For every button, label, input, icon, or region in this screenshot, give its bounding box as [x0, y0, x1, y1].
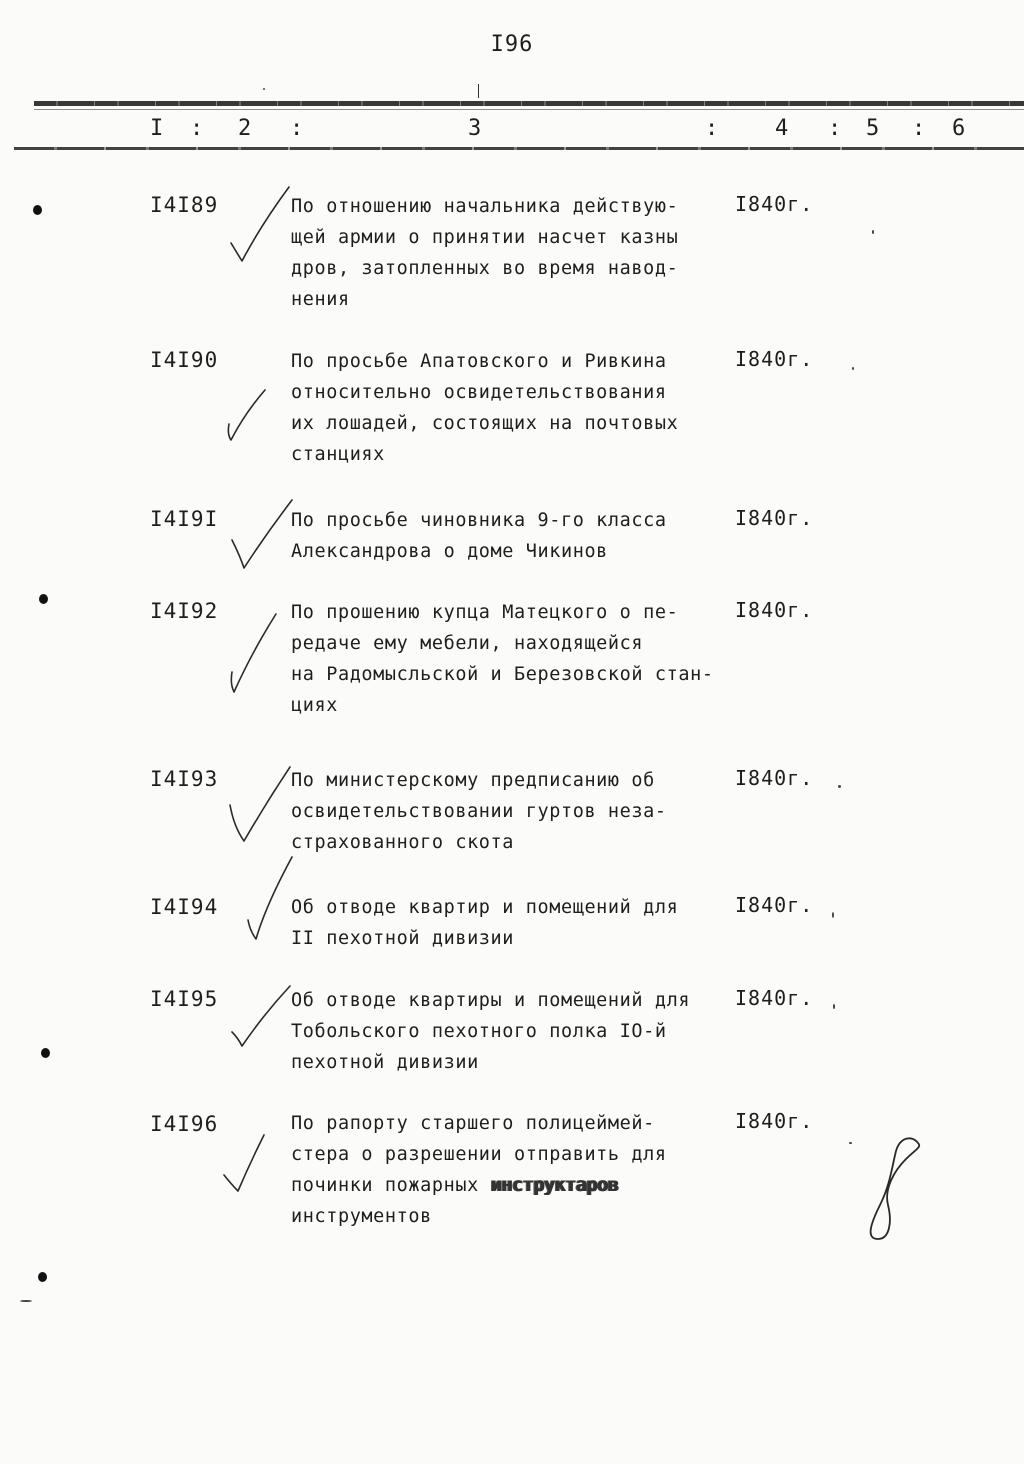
column-separator: : [828, 116, 842, 141]
entry-line: редаче ему мебели, находящейся [291, 633, 644, 654]
entry-line-text: починки пожарных [291, 1175, 479, 1196]
entry-description [291, 1108, 761, 1232]
entry-line: их лошадей, состоящих на почтовых [291, 413, 679, 434]
entry-line: страхованного скота [291, 832, 515, 853]
entry-line: По рапорту старшего полицеймей- [291, 1113, 655, 1134]
column-header-4: 4 [775, 116, 789, 141]
entry-description [291, 505, 761, 567]
column-separator: : [912, 116, 926, 141]
entry-line: инструментов [291, 1206, 432, 1227]
entry-line: По просьбе чиновника 9-го класса [291, 510, 667, 531]
entry-number: I4I95 [150, 987, 219, 1011]
punch-hole [33, 205, 42, 215]
entry-line: Об отводе квартир и помещений для [291, 897, 679, 918]
check-mark-icon [226, 612, 286, 702]
entry-number: I4I96 [150, 1112, 219, 1136]
speck [872, 230, 874, 234]
punch-hole [41, 1048, 50, 1058]
punch-hole [39, 594, 48, 604]
check-mark-icon [228, 498, 298, 578]
check-mark-icon [228, 984, 298, 1054]
entry-line: Об отводе квартиры и помещений для [291, 990, 691, 1011]
entry-number: I4I89 [150, 193, 219, 217]
page-number: I96 [490, 32, 534, 57]
entry-description [291, 985, 761, 1078]
column-separator: : [705, 116, 719, 141]
entry-line: пехотной дивизии [291, 1052, 479, 1073]
entry-description [291, 346, 761, 470]
entry-line: Тобольского пехотного полка IO-й [291, 1021, 667, 1042]
check-mark-icon [226, 765, 296, 855]
entry-line: щей армии о принятии насчет казны [291, 227, 679, 248]
entry-line: Александрова о доме Чикинов [291, 541, 608, 562]
speck [20, 1300, 32, 1302]
header-rule-top [34, 101, 1024, 106]
punch-hole [38, 1272, 47, 1282]
column-header-5: 5 [866, 116, 880, 141]
entry-line: По прошению купца Матецкого о пе- [291, 602, 679, 623]
entry-year: I840г. [735, 1109, 814, 1133]
column-separator: : [290, 116, 304, 141]
entry-year: I840г. [735, 192, 814, 216]
entry-line: станциях [291, 444, 385, 465]
check-mark-icon [225, 185, 295, 275]
column-header-row [0, 116, 1024, 146]
entry-line: дров, затопленных во время навод- [291, 258, 679, 279]
speck [849, 1142, 852, 1144]
entry-line: циях [291, 695, 338, 716]
check-mark-icon [220, 1133, 280, 1213]
entry-description [291, 765, 761, 858]
speck [838, 785, 841, 788]
column-header-2: 2 [238, 116, 252, 141]
entry-line: По отношению начальника действую- [291, 196, 679, 217]
entry-line-with-strikeout [291, 1170, 761, 1201]
entry-year: I840г. [735, 506, 814, 530]
entry-line: нения [291, 289, 350, 310]
entry-description [291, 892, 761, 954]
entry-number: I4I93 [150, 767, 219, 791]
header-rule-top-thin [34, 109, 1024, 110]
entry-number: I4I90 [150, 348, 219, 372]
entry-line: освидетельствовании гуртов неза- [291, 801, 667, 822]
speck [263, 88, 265, 90]
speck [833, 1004, 835, 1009]
struck-out-text: инструктаров [490, 1175, 619, 1196]
entry-year: I840г. [735, 347, 814, 371]
entry-line: По министерскому предписанию об [291, 770, 655, 791]
entry-line: По просьбе Апатовского и Ривкина [291, 351, 667, 372]
entry-line: относительно освидетельствования [291, 382, 667, 403]
column-separator: : [190, 116, 204, 141]
entry-year: I840г. [735, 598, 814, 622]
header-rule-bottom [14, 147, 1024, 150]
speck [852, 367, 854, 370]
entry-number: I4I9I [150, 507, 219, 531]
entry-year: I840г. [735, 893, 814, 917]
entry-line: стера о разрешении отправить для [291, 1144, 667, 1165]
column-header-1: I [150, 116, 164, 141]
speck [832, 912, 834, 918]
entry-description [291, 597, 761, 721]
entry-year: I840г. [735, 986, 814, 1010]
column-header-6: 6 [952, 116, 966, 141]
entry-line: на Радомысльской и Березовской стан- [291, 664, 714, 685]
entry-line: II пехотной дивизии [291, 928, 515, 949]
column-header-3: 3 [468, 116, 482, 141]
entry-year: I840г. [735, 766, 814, 790]
check-mark-icon [225, 388, 275, 448]
handwritten-sheet-number-icon [860, 1135, 930, 1245]
entry-description [291, 191, 761, 315]
entry-number: I4I92 [150, 599, 219, 623]
entry-number: I4I94 [150, 895, 219, 919]
top-tick [478, 84, 479, 98]
